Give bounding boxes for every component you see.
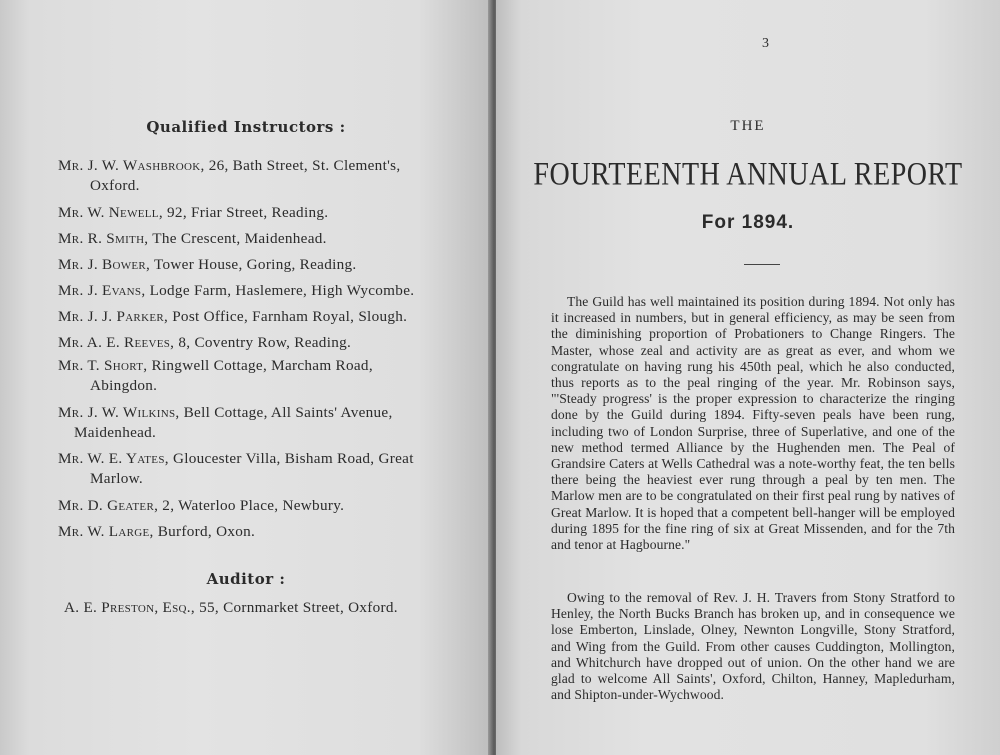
instructor-address-continued: Marlow. (90, 470, 143, 487)
instructor-name: Mr. A. E. Reeves, (58, 334, 175, 351)
instructor-name: Mr. J. Evans, (58, 282, 146, 299)
instructor-address-continued: Oxford. (90, 177, 140, 194)
report-the: THE (730, 118, 766, 134)
instructor-address: Gloucester Villa, Bisham Road, Great (172, 450, 414, 467)
instructor-entry (58, 203, 448, 223)
instructor-address: 26, Bath Street, St. Clement's, (208, 157, 401, 174)
instructor-address: 8, Coventry Row, Reading. (178, 334, 352, 351)
left-page (0, 0, 492, 755)
instructor-entry (58, 307, 448, 327)
instructor-name: Mr. D. Geater, (58, 497, 159, 514)
instructor-address: Tower House, Goring, Reading. (153, 256, 357, 273)
title-rule (744, 264, 780, 265)
instructor-address: The Crescent, Maidenhead. (152, 230, 327, 247)
instructor-name: Mr. W. E. Yates, (58, 450, 169, 467)
instructor-address: Burford, Oxon. (157, 523, 256, 540)
instructor-name: Mr. J. W. Washbrook, (58, 157, 205, 174)
instructor-name: Mr. J. J. Parker, (58, 308, 169, 325)
report-title: FOURTEENTH ANNUAL REPORT (533, 156, 963, 193)
instructor-name: Mr. W. Large, (58, 523, 154, 540)
instructor-entry (58, 156, 448, 196)
instructor-address: Bell Cottage, All Saints' Avenue, (183, 404, 393, 421)
instructor-name: Mr. T. Short, (58, 357, 148, 374)
instructor-entry (58, 255, 448, 275)
instructor-entry (58, 403, 448, 443)
instructor-address-continued: Abingdon. (90, 377, 158, 394)
instructor-name: Mr. J. Bower, (58, 256, 151, 273)
instructor-entry (58, 281, 448, 301)
report-paragraph-1: The Guild has well maintained its position during 1894. Not only has it increased in numbers, but in general efficiency, as may be seen from the diminishing proportion of Probationers to Change Ringers. The Master, whose zeal and activity are as great as ever, and whom we congratulate on having rung his 450th peal, which he also conducted, thus reports as to the peal ringing of the year. Mr. Robinson says, "'Steady progress' is the proper expression to characterize the ringing done by the Guild during 1894. Fifty-seven peals have been rung, including two of London Surprise, three of Superlative, and one of the new method termed Alliance by the Hughenden men. The Peal of Grandsire Caters at Wells Cathedral was a note-worthy feat, the ten bells there being the heaviest ever rung through a peal by ten men. The Marlow men are to be congratulated on their first peal rung by natives of Great Marlow. It is hoped that a competent bell-hanger will be employed during 1895 for the fine ring of six at Great Missenden, and for the 7th and tenor at Hagbourne." (551, 294, 955, 553)
instructor-entry (58, 496, 448, 516)
auditor-heading: Auditor : (206, 570, 286, 588)
instructor-entry (58, 229, 448, 249)
instructor-address: 92, Friar Street, Reading. (167, 204, 329, 221)
instructor-name: Mr. R. Smith, (58, 230, 149, 247)
instructor-address: Ringwell Cottage, Marcham Road, (151, 357, 373, 374)
auditor-address: 55, Cornmarket Street, Oxford. (199, 599, 398, 616)
page-number: 3 (762, 36, 769, 51)
instructor-entry (58, 449, 448, 489)
instructor-entry (58, 333, 448, 353)
report-year: For 1894. (701, 212, 795, 233)
instructor-address-continued: Maidenhead. (74, 424, 157, 441)
auditor-name: A. E. Preston, Esq., (64, 599, 195, 616)
instructor-address: Post Office, Farnham Royal, Slough. (172, 308, 408, 325)
instructor-entry (58, 356, 448, 396)
report-paragraph-2: Owing to the removal of Rev. J. H. Travers from Stony Stratford to Henley, the North Bucks Branch has broken up, and in consequence we lose Emberton, Linslade, Olney, Newnton Longville, Stony Stratford, and Wing from the Guild. From other causes Cuddington, Mollington, and Whitchurch have dropped out of union. On the other hand we are glad to welcome All Saints', Oxford, Chilton, Hanney, Mapledurham, and Shipton-under-Wychwood. (551, 590, 955, 703)
instructor-entry (58, 522, 448, 542)
instructors-heading: Qualified Instructors : (146, 118, 346, 136)
instructor-address: Lodge Farm, Haslemere, High Wycombe. (149, 282, 415, 299)
instructor-address: 2, Waterloo Place, Newbury. (162, 497, 345, 514)
auditor-entry (64, 598, 454, 618)
instructor-name: Mr. W. Newell, (58, 204, 163, 221)
instructor-name: Mr. J. W. Wilkins, (58, 404, 180, 421)
